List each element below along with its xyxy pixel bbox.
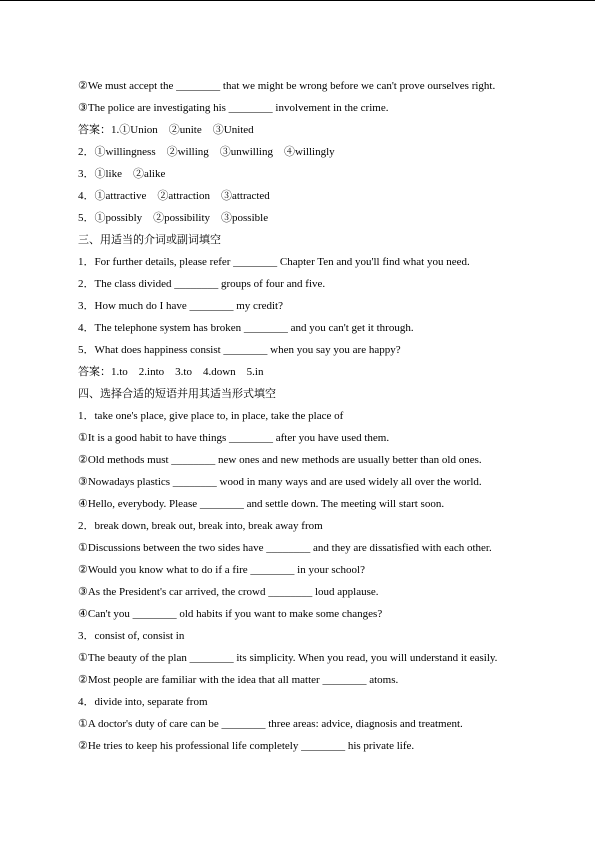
text-line: ②We must accept the ________ that we might be wrong before we can't prove ourselves right. bbox=[78, 80, 496, 92]
answer-line: 4．①attractive ②attraction ③attracted bbox=[78, 190, 270, 202]
question-line: ②He tries to keep his professional life completely ________ his private life. bbox=[78, 740, 415, 752]
question-line: ④Can't you ________ old habits if you want to make some changes? bbox=[78, 608, 383, 620]
question-line: 2．The class divided ________ groups of four and five. bbox=[78, 278, 326, 290]
answer-line: 2．①willingness ②willing ③unwilling ④willingly bbox=[78, 146, 335, 158]
text-line: ③The police are investigating his ________ involvement in the crime. bbox=[78, 102, 389, 114]
question-line: ①It is a good habit to have things ________ after you have used them. bbox=[78, 432, 390, 444]
question-line: 5．What does happiness consist ________ when you say you are happy? bbox=[78, 344, 401, 356]
question-line: 1．For further details, please refer ________ Chapter Ten and you'll find what you need. bbox=[78, 256, 470, 268]
phrase-group: 4．divide into, separate from bbox=[78, 696, 208, 708]
page-top-border bbox=[0, 0, 595, 1]
answer-line: 答案：1.to 2.into 3.to 4.down 5.in bbox=[78, 366, 264, 378]
question-line: ③Nowadays plastics ________ wood in many ways and are used widely all over the world. bbox=[78, 476, 482, 488]
question-line: ①Discussions between the two sides have ________ and they are dissatisfied with each other. bbox=[78, 542, 492, 554]
question-line: ④Hello, everybody. Please ________ and settle down. The meeting will start soon. bbox=[78, 498, 445, 510]
answer-line: 答案：1.①Union ②unite ③United bbox=[78, 124, 254, 136]
phrase-group: 1．take one's place, give place to, in place, take the place of bbox=[78, 410, 344, 422]
question-line: ②Would you know what to do if a fire ________ in your school? bbox=[78, 564, 365, 576]
question-line: ②Most people are familiar with the idea that all matter ________ atoms. bbox=[78, 674, 399, 686]
phrase-group: 3．consist of, consist in bbox=[78, 630, 185, 642]
phrase-group: 2．break down, break out, break into, break away from bbox=[78, 520, 323, 532]
question-line: ③As the President's car arrived, the crowd ________ loud applause. bbox=[78, 586, 379, 598]
question-line: ①The beauty of the plan ________ its simplicity. When you read, you will understand it easily. bbox=[78, 652, 498, 664]
answer-line: 3．①like ②alike bbox=[78, 168, 166, 180]
document-body bbox=[78, 77, 548, 759]
question-line: 3．How much do I have ________ my credit? bbox=[78, 300, 283, 312]
question-line: 4．The telephone system has broken ________ and you can't get it through. bbox=[78, 322, 414, 334]
question-line: ①A doctor's duty of care can be ________ three areas: advice, diagnosis and treatment. bbox=[78, 718, 463, 730]
section-heading: 四、选择合适的短语并用其适当形式填空 bbox=[78, 388, 276, 400]
question-line: ②Old methods must ________ new ones and new methods are usually better than old ones. bbox=[78, 454, 482, 466]
answer-line: 5．①possibly ②possibility ③possible bbox=[78, 212, 269, 224]
section-heading: 三、用适当的介词或副词填空 bbox=[78, 234, 221, 246]
